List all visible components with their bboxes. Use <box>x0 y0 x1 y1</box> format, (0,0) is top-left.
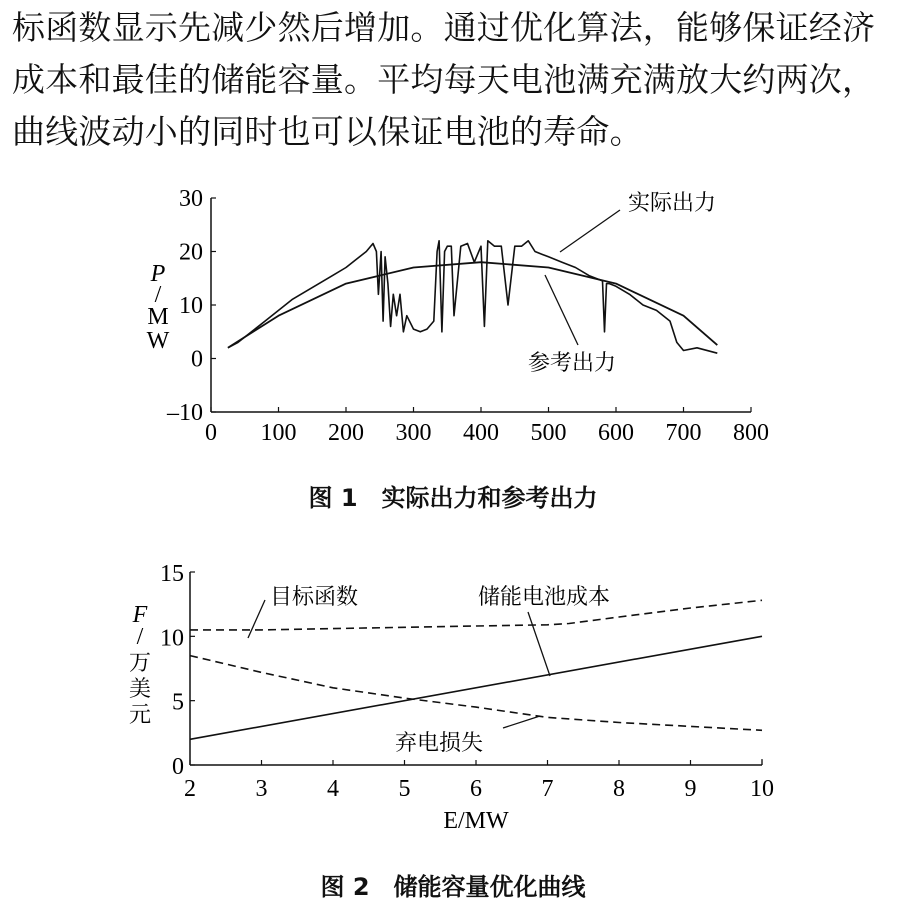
x-tick-label: 500 <box>530 420 567 446</box>
curtailment-loss-line <box>190 656 762 731</box>
y-axis-label: 元 <box>128 703 152 728</box>
y-axis-label: F <box>132 602 148 628</box>
y-axis-label: / <box>154 282 162 308</box>
objective-function-leader <box>248 600 265 638</box>
battery-cost-leader <box>528 612 550 676</box>
x-tick-label: 5 <box>398 776 411 802</box>
y-tick-label: 30 <box>179 186 203 212</box>
figure-1-caption: 图 1 实际出力和参考出力 <box>308 484 598 512</box>
reference-output-leader <box>545 275 578 345</box>
x-tick-label: 800 <box>733 420 769 446</box>
reference-output-annotation: 参考出力 <box>528 351 617 376</box>
x-tick-label: 100 <box>260 420 297 446</box>
x-tick-label: 7 <box>541 776 554 802</box>
actual-output-leader <box>560 210 620 252</box>
x-tick-label: 400 <box>463 420 499 446</box>
x-tick-label: 8 <box>613 776 625 802</box>
curtailment-loss-leader <box>503 716 540 728</box>
y-tick-label: –10 <box>167 400 203 426</box>
y-tick-label: 10 <box>179 293 203 319</box>
paragraph-line: 标函数显示先减少然后增加。通过优化算法，能够保证经济 <box>12 8 876 47</box>
x-tick-label: 200 <box>328 420 364 446</box>
y-axis-label: P <box>150 261 166 287</box>
y-axis-label: M <box>147 304 169 330</box>
x-tick-label: 6 <box>470 776 482 802</box>
x-tick-label: 700 <box>665 420 702 446</box>
x-tick-label: 300 <box>395 420 432 446</box>
x-tick-label: 9 <box>684 776 697 802</box>
y-axis-label: 万 <box>128 651 152 676</box>
actual-output-annotation: 实际出力 <box>628 191 717 216</box>
curtailment-loss-annotation: 弃电损失 <box>395 731 484 756</box>
y-tick-label: 10 <box>160 625 184 652</box>
figure-2-caption: 图 2 储能容量优化曲线 <box>320 873 586 901</box>
y-tick-label: 0 <box>191 346 203 373</box>
y-axis-label: / <box>136 624 144 650</box>
x-axis-label: E/MW <box>443 808 509 834</box>
x-tick-label: 3 <box>255 776 268 802</box>
battery-cost-annotation: 储能电池成本 <box>478 585 611 610</box>
y-tick-label: 20 <box>179 239 203 266</box>
x-tick-label: 0 <box>205 420 217 446</box>
paragraph-line: 曲线波动小的同时也可以保证电池的寿命。 <box>12 112 643 151</box>
y-tick-label: 15 <box>160 561 184 587</box>
x-tick-label: 4 <box>327 776 339 802</box>
y-axis-label: 美 <box>128 677 152 702</box>
x-tick-label: 600 <box>598 420 634 446</box>
figure-2-chart <box>0 560 906 840</box>
y-tick-label: 0 <box>172 754 184 780</box>
figure-1-chart <box>0 180 906 460</box>
objective-function-annotation: 目标函数 <box>270 585 359 610</box>
x-tick-label: 2 <box>184 776 196 802</box>
y-tick-label: 5 <box>172 689 184 716</box>
x-tick-label: 10 <box>750 776 774 802</box>
battery-cost-line <box>190 636 762 739</box>
y-axis-label: W <box>146 328 170 354</box>
body-paragraph <box>12 2 902 158</box>
paragraph-line: 成本和最佳的储能容量。平均每天电池满充满放大约两次， <box>12 60 876 99</box>
